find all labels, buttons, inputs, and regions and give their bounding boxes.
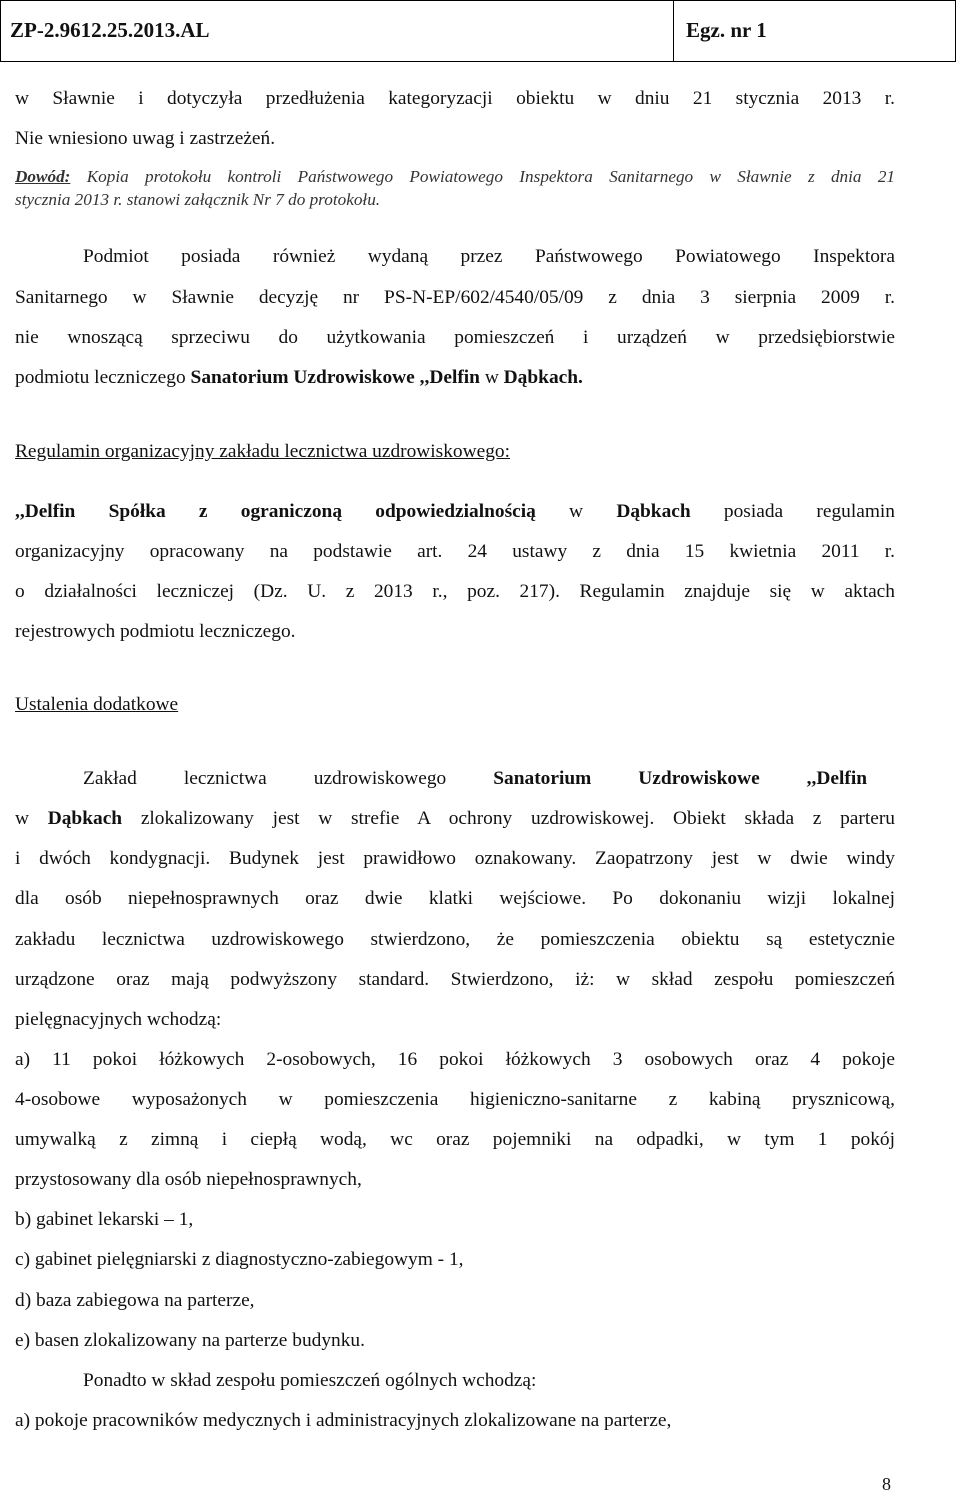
paragraph-line: Nie wniesiono uwag i zastrzeżeń. bbox=[15, 128, 276, 149]
location-name: Dąbkach. bbox=[503, 367, 583, 388]
evidence-line: stycznia 2013 r. stanowi załącznik Nr 7 do protokołu. bbox=[15, 190, 381, 209]
evidence-text: Kopia protokołu kontroli Państwowego Powiatowego Inspektora Sanitarnego w Sławnie z dnia 21 bbox=[86, 167, 896, 186]
paragraph-line: dla osób niepełnosprawnych oraz dwie klatki wejściowe. Po dokonaniu wizji lokalnej bbox=[15, 888, 895, 909]
location-name: Dąbkach bbox=[47, 808, 123, 829]
list-item: d) baza zabiegowa na parterze, bbox=[15, 1290, 255, 1311]
text-run: podmiotu leczniczego bbox=[15, 367, 191, 388]
list-item: umywalką z zimną i ciepłą wodą, wc oraz pojemniki na odpadki, w tym 1 pokój bbox=[15, 1129, 895, 1150]
paragraph-line: rejestrowych podmiotu leczniczego. bbox=[15, 621, 296, 642]
copy-number: Egz. nr 1 bbox=[686, 18, 767, 42]
list-item: przystosowany dla osób niepełnosprawnych, bbox=[15, 1169, 362, 1190]
text-run: w bbox=[535, 501, 617, 522]
paragraph-line: w Sławnie i dotyczyła przedłużenia kategoryzacji obiektu w dniu 21 stycznia 2013 r. bbox=[15, 88, 895, 109]
text-run: Zakład lecznictwa uzdrowiskowego bbox=[83, 768, 494, 789]
paragraph-line: Podmiot posiada również wydaną przez Państwowego Powiatowego Inspektora bbox=[83, 246, 895, 267]
company-name: ,,Delfin Spółka z ograniczoną odpowiedzialnością bbox=[15, 501, 536, 522]
paragraph-line: zakładu lecznictwa uzdrowiskowego stwierdzono, że pomieszczenia obiektu są estetycznie bbox=[15, 929, 895, 950]
paragraph-line: Ponadto w skład zespołu pomieszczeń ogólnych wchodzą: bbox=[83, 1370, 537, 1391]
paragraph-line bbox=[15, 808, 895, 830]
paragraph-line bbox=[15, 367, 895, 389]
paragraph-line: organizacyjny opracowany na podstawie art. 24 ustawy z dnia 15 kwietnia 2011 r. bbox=[15, 541, 895, 562]
paragraph-line: Sanitarnego w Sławnie decyzję nr PS-N-EP/602/4540/05/09 z dnia 3 sierpnia 2009 r. bbox=[15, 287, 895, 308]
facility-name: Sanatorium Uzdrowiskowe ,,Delfin bbox=[493, 768, 868, 789]
section-heading: Ustalenia dodatkowe bbox=[15, 694, 179, 715]
text-run: w bbox=[15, 808, 48, 829]
paragraph-line: nie wnoszącą sprzeciwu do użytkowania pomieszczeń i urządzeń w przedsiębiorstwie bbox=[15, 327, 895, 348]
list-item: b) gabinet lekarski – 1, bbox=[15, 1209, 194, 1230]
text-run: posiada regulamin bbox=[690, 501, 896, 522]
paragraph-line bbox=[83, 768, 867, 790]
text-run: zlokalizowany jest w strefie A ochrony uzdrowiskowej. Obiekt składa z parteru bbox=[122, 808, 895, 829]
paragraph-line bbox=[15, 501, 895, 523]
list-item: e) basen zlokalizowany na parterze budynku. bbox=[15, 1330, 365, 1351]
facility-name: Sanatorium Uzdrowiskowe ,,Delfin bbox=[190, 367, 480, 388]
page-number: 8 bbox=[882, 1474, 891, 1494]
location-name: Dąbkach bbox=[616, 501, 691, 522]
list-item: c) gabinet pielęgniarski z diagnostyczno-zabiegowym - 1, bbox=[15, 1249, 464, 1270]
paragraph-line: pielęgnacyjnych wchodzą: bbox=[15, 1009, 222, 1030]
header-divider bbox=[673, 1, 674, 61]
list-item: 4-osobowe wyposażonych w pomieszczenia higieniczno-sanitarne z kabiną prysznicową, bbox=[15, 1089, 895, 1110]
evidence-line bbox=[15, 167, 895, 187]
list-item: a) pokoje pracowników medycznych i administracyjnych zlokalizowane na parterze, bbox=[15, 1410, 672, 1431]
document-id: ZP-2.9612.25.2013.AL bbox=[10, 18, 210, 42]
list-item: a) 11 pokoi łóżkowych 2-osobowych, 16 pokoi łóżkowych 3 osobowych oraz 4 pokoje bbox=[15, 1049, 895, 1070]
paragraph-line: urządzone oraz mają podwyższony standard. Stwierdzono, iż: w skład zespołu pomieszczeń bbox=[15, 969, 895, 990]
paragraph-line: i dwóch kondygnacji. Budynek jest prawidłowo oznakowany. Zaopatrzony jest w dwie windy bbox=[15, 848, 895, 869]
section-heading: Regulamin organizacyjny zakładu lecznictwa uzdrowiskowego: bbox=[15, 441, 511, 462]
paragraph-line: o działalności leczniczej (Dz. U. z 2013 r., poz. 217). Regulamin znajduje się w aktach bbox=[15, 581, 895, 602]
evidence-label: Dowód: bbox=[15, 167, 71, 186]
document-header bbox=[0, 0, 956, 62]
text-run: w bbox=[479, 367, 504, 388]
